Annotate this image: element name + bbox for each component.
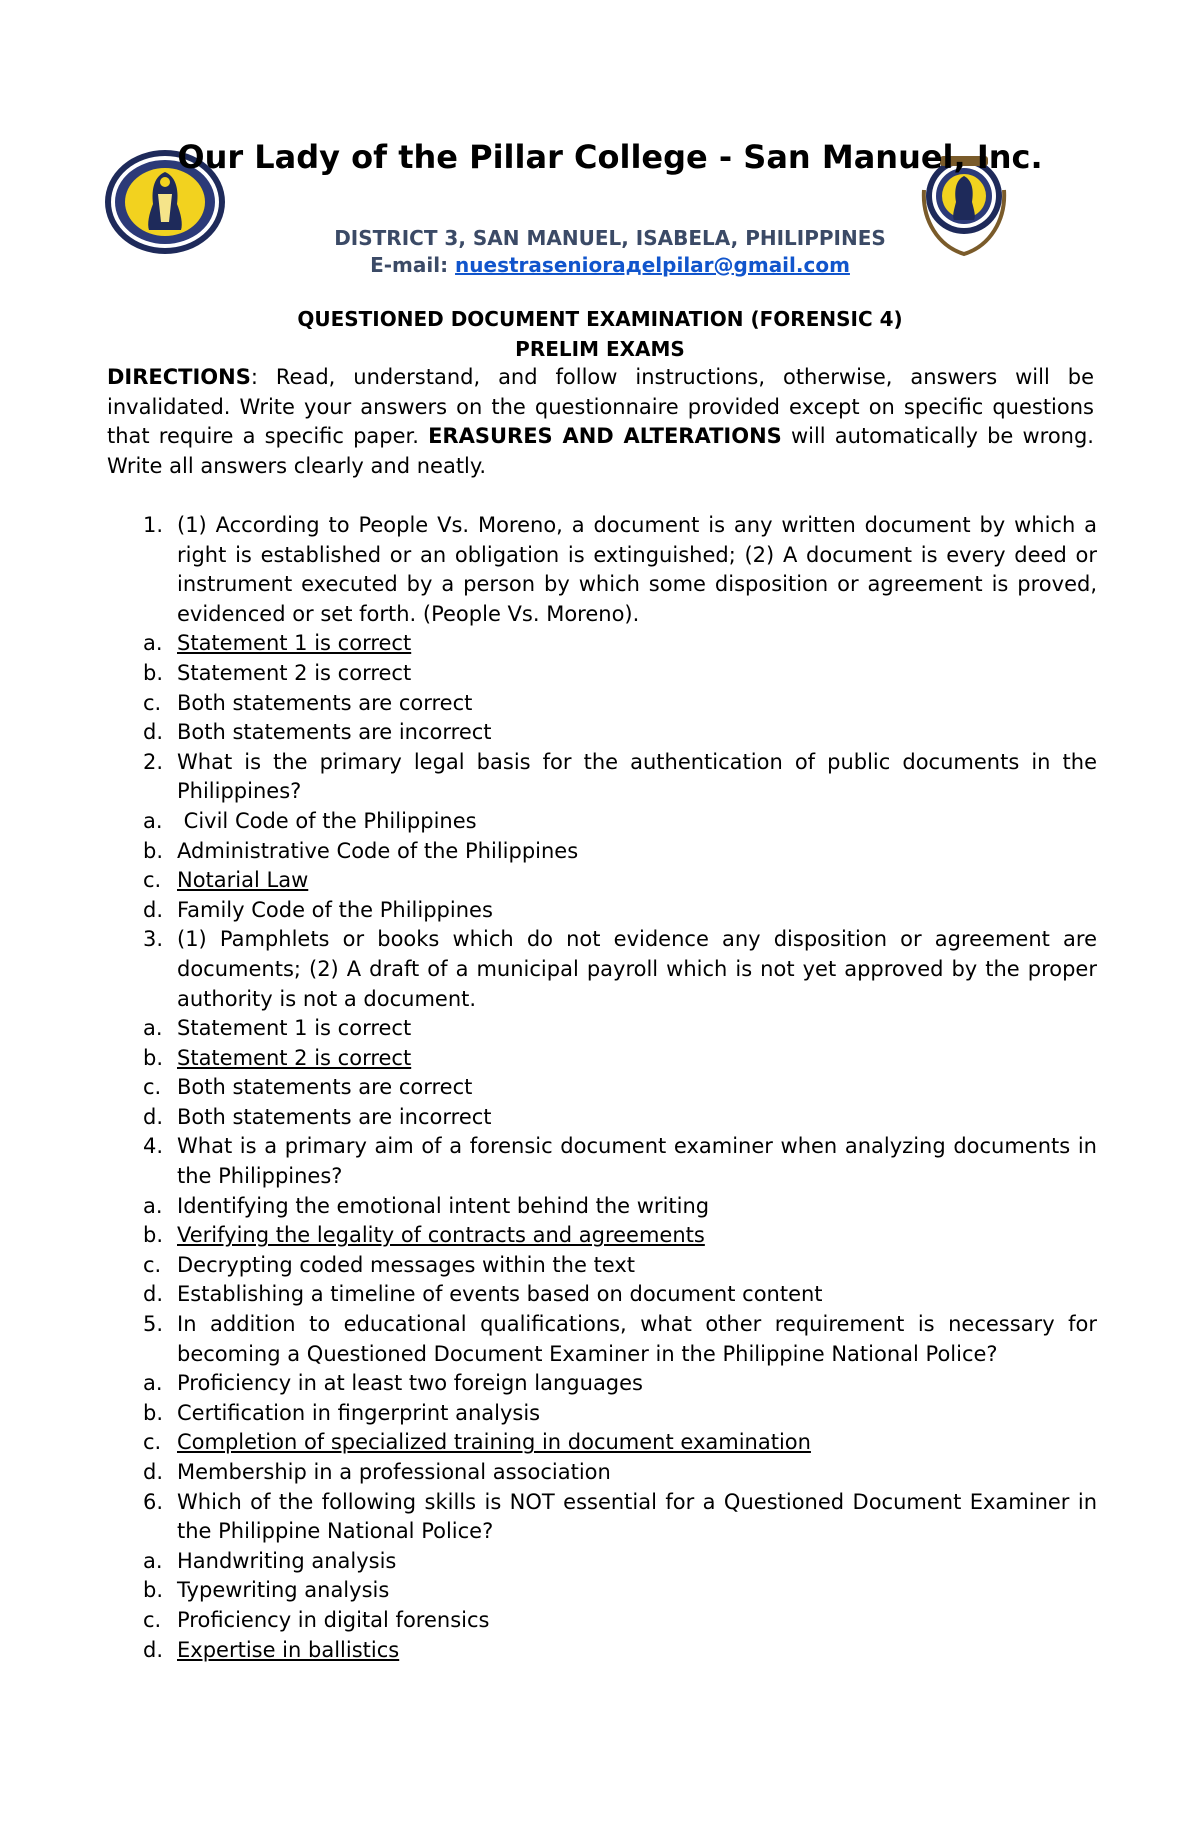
answer-choice[interactable] [107,1576,1097,1606]
choice-letter: b. [143,1578,164,1603]
email-link[interactable]: nuestraseniorадelpilar@gmail.com [455,253,850,277]
college-address: DISTRICT 3, SAN MANUEL, ISABELA, PHILIPPINES [334,226,886,250]
question-item [107,1132,1097,1191]
question-number: 1. [143,513,164,537]
choice-text: Statement 2 is correct [177,660,412,685]
choice-text: Typewriting analysis [177,1578,390,1603]
choice-letter: a. [143,1016,163,1041]
choice-letter: c. [143,868,162,893]
choice-letter: c. [143,1075,162,1100]
answer-choice[interactable] [107,1103,1097,1133]
answer-choice[interactable] [107,1636,1097,1666]
selected-choice-text: Statement 1 is correct [177,631,412,656]
question-number: 3. [143,927,164,952]
choice-text: Administrative Code of the Philippines [177,838,579,863]
answer-choice[interactable] [107,1606,1097,1636]
answer-choice[interactable] [107,896,1097,926]
answer-choice[interactable] [107,866,1097,896]
question-text: In addition to educational qualifications, what other requirement is necessary for becoming a Questioned Document Examiner in the Philippine National Police? [177,1312,1097,1366]
directions-text-1: : Read, understand, and follow instructions, otherwise, answers will be invalidated. Write your answers on the questionnaire provided except on specific questions that require a specific paper. [107,365,1094,449]
answer-choice[interactable] [107,1428,1097,1458]
question-list [107,511,1097,1665]
question-item [107,925,1097,1014]
answer-choice[interactable] [107,837,1097,867]
choice-letter: b. [143,1045,164,1070]
answer-choice[interactable] [107,629,1097,659]
selected-choice-text: Notarial Law [177,868,309,893]
directions-label: DIRECTIONS [107,365,251,389]
choice-text: Civil Code of the Philippines [177,808,477,833]
exam-subtitle: PRELIM EXAMS [515,337,685,361]
answer-choice[interactable] [107,1044,1097,1074]
question-text: (1) Pamphlets or books which do not evidence any disposition or agreement are documents; (2) A draft of a municipal payroll which is not yet approved by the proper authority is not a document. [177,927,1097,1011]
question-number: 6. [143,1489,164,1514]
answer-choice[interactable] [107,1073,1097,1103]
choice-text: Family Code of the Philippines [177,897,493,922]
choice-letter: c. [143,1252,162,1277]
question-text: Which of the following skills is NOT essential for a Questioned Document Examiner in the Philippine National Police? [177,1489,1097,1544]
exam-title: QUESTIONED DOCUMENT EXAMINATION (FORENSIC 4) [297,307,903,331]
answer-choice[interactable] [107,1458,1097,1488]
directions-paragraph [107,363,1094,481]
choice-letter: d. [143,1460,164,1484]
choice-letter: b. [143,660,164,685]
choice-letter: b. [143,838,164,863]
question-text: (1) According to People Vs. Moreno, a document is any written document by which a right is established or an obligation is extinguished; (2) A document is every deed or instrument executed by a person by which some disposition or agreement is proved, evidenced or set forth. (People Vs. Moreno). [177,513,1097,626]
choice-letter: a. [143,1548,163,1573]
choice-text: Decrypting coded messages within the text [177,1252,636,1277]
choice-text: Membership in a professional association [177,1460,611,1484]
choice-letter: d. [143,1104,164,1129]
answer-choice[interactable] [107,1192,1097,1222]
question-text: What is a primary aim of a forensic document examiner when analyzing documents in the Philippines? [177,1134,1097,1189]
question-item [107,1310,1097,1369]
choice-letter: d. [143,720,164,745]
choice-text: Establishing a timeline of events based on document content [177,1282,823,1307]
choice-letter: d. [143,1282,164,1307]
directions-text-2: will automatically be wrong. Write all answers clearly and neatly. [107,424,1094,478]
answer-choice[interactable] [107,718,1097,748]
choice-letter: a. [143,808,163,833]
question-item [107,1488,1097,1547]
choice-letter: a. [143,631,163,656]
choice-text: Statement 1 is correct [177,1016,412,1041]
answer-choice[interactable] [107,659,1097,689]
choice-text: Handwriting analysis [177,1548,397,1573]
email-label: E-mail: [370,253,449,277]
question-item [107,748,1097,807]
choice-letter: a. [143,1371,163,1396]
choice-letter: c. [143,1430,162,1455]
selected-choice-text: Verifying the legality of contracts and agreements [177,1223,705,1248]
selected-choice-text: Expertise in ballistics [177,1637,400,1662]
answer-choice[interactable] [107,1369,1097,1399]
question-number: 2. [143,749,164,774]
choice-text: Proficiency in at least two foreign languages [177,1371,643,1396]
choice-text: Certification in fingerprint analysis [177,1400,541,1425]
answer-choice[interactable] [107,1547,1097,1577]
question-number: 5. [143,1312,164,1337]
choice-letter: a. [143,1193,163,1218]
answer-choice[interactable] [107,1014,1097,1044]
answer-choice[interactable] [107,689,1097,719]
choice-text: Both statements are correct [177,1075,473,1100]
choice-letter: d. [143,1637,164,1662]
college-name: Our Lady of the Pillar College - San Manuel, Inc. [177,138,1043,176]
answer-choice[interactable] [107,1251,1097,1281]
choice-text: Identifying the emotional intent behind the writing [177,1193,710,1218]
answer-choice[interactable] [107,1399,1097,1429]
question-item [107,511,1097,629]
choice-letter: b. [143,1400,164,1425]
answer-choice[interactable] [107,807,1097,837]
selected-choice-text: Completion of specialized training in document examination [177,1430,811,1455]
choice-text: Both statements are incorrect [177,720,492,745]
selected-choice-text: Statement 2 is correct [177,1045,412,1070]
email-line [200,252,1020,278]
question-number: 4. [143,1134,164,1159]
choice-text: Both statements are incorrect [177,1104,492,1129]
choice-letter: d. [143,897,164,922]
choice-letter: c. [143,1607,162,1632]
choice-text: Both statements are correct [177,690,473,715]
question-text: What is the primary legal basis for the authentication of public documents in the Philippines? [177,749,1097,804]
choice-text: Proficiency in digital forensics [177,1607,490,1632]
answer-choice[interactable] [107,1221,1097,1251]
choice-letter: c. [143,690,162,715]
directions-emphasis: ERASURES AND ALTERATIONS [428,424,782,449]
answer-choice[interactable] [107,1280,1097,1310]
choice-letter: b. [143,1223,164,1248]
